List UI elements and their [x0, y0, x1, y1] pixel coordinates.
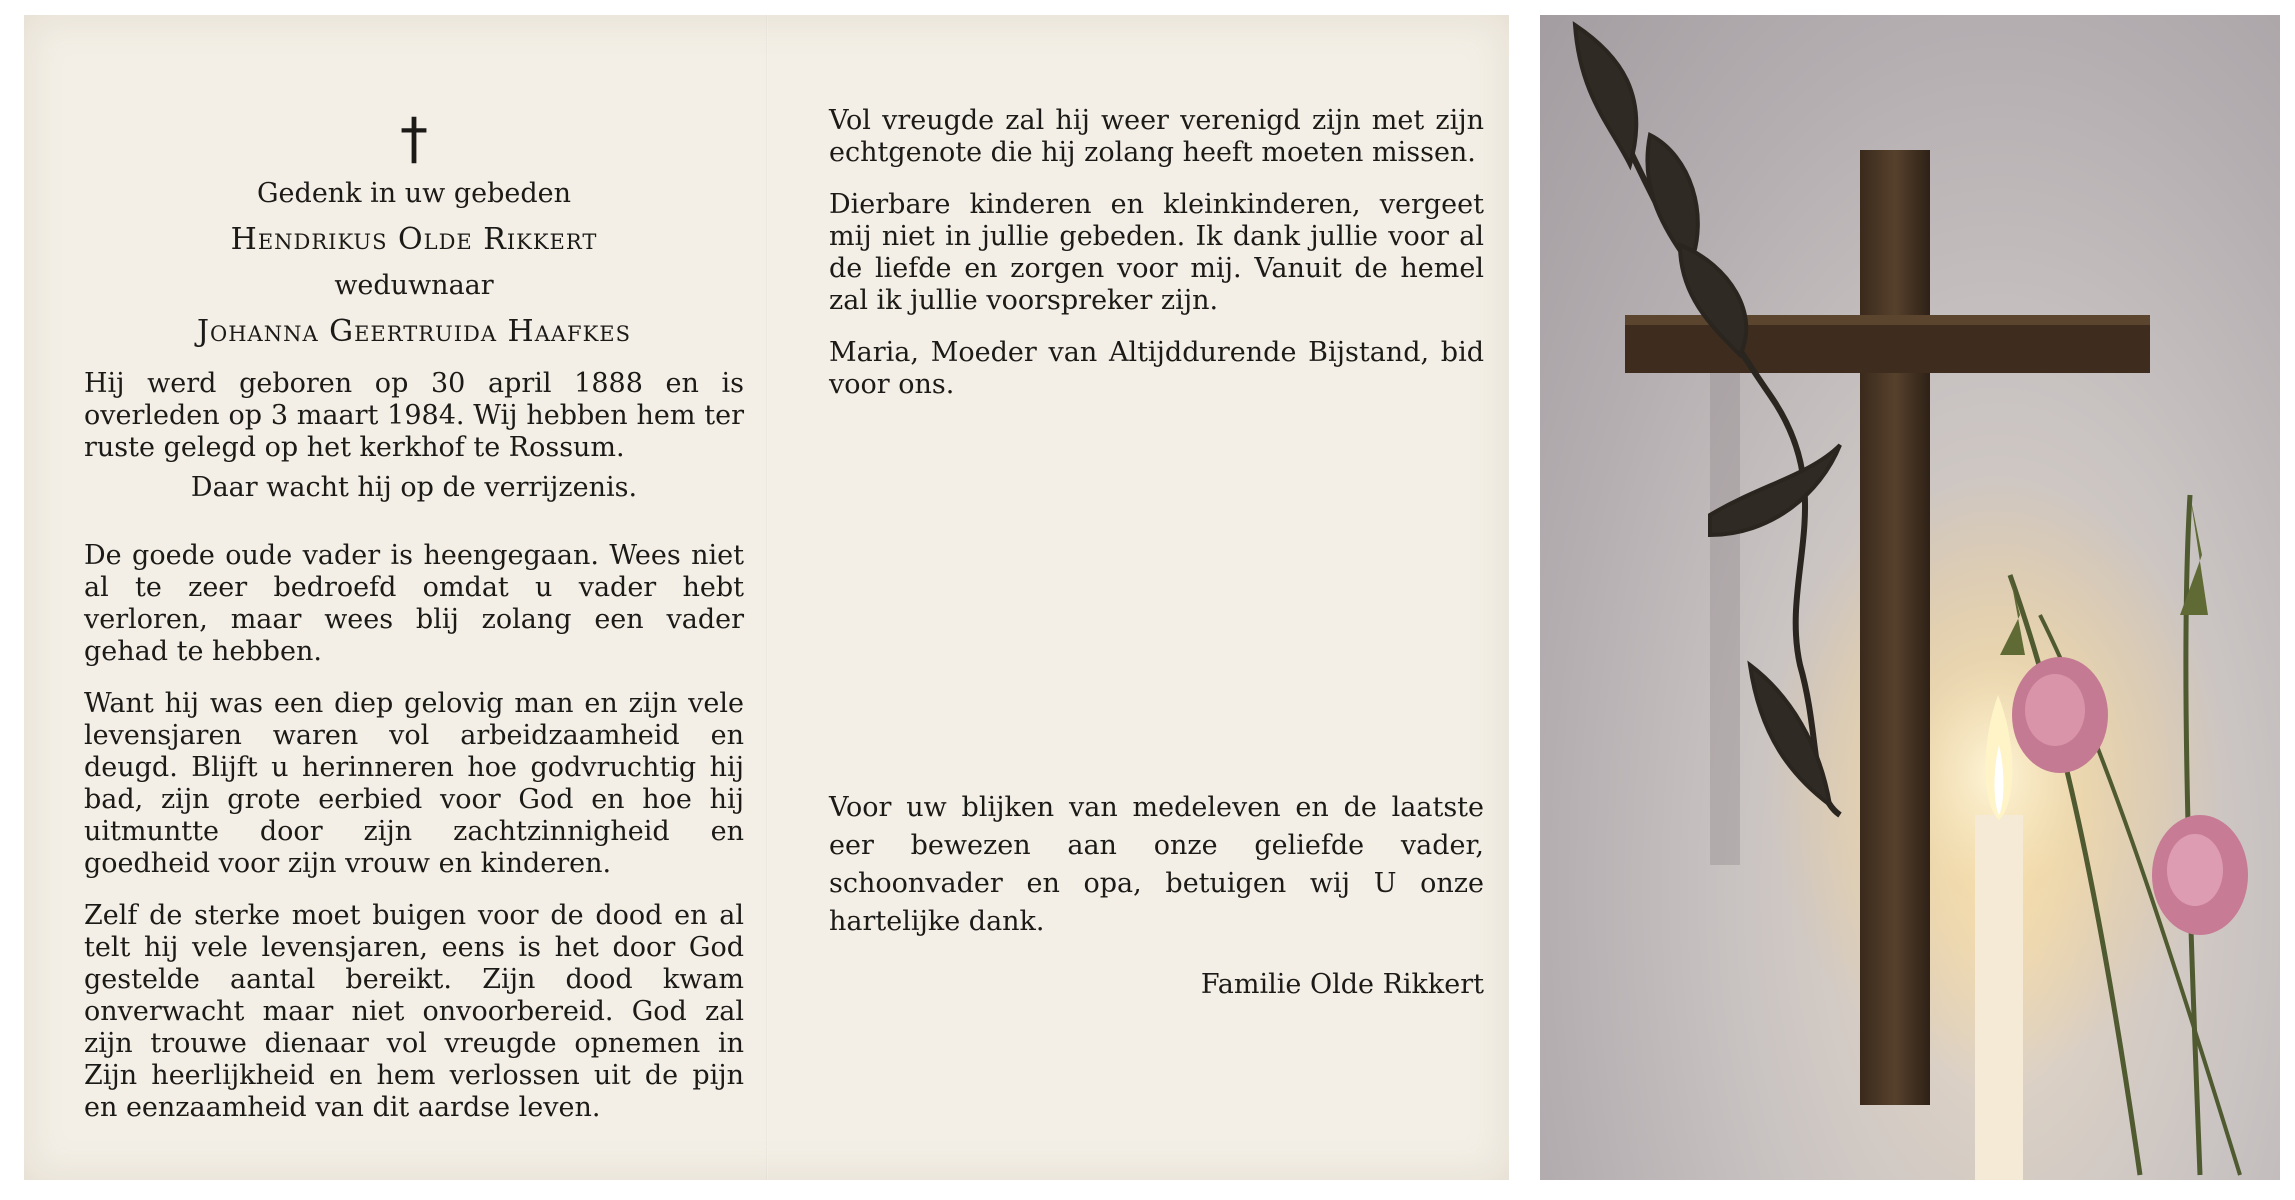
cross-shadow — [1710, 365, 1740, 865]
paragraph: De goede oude vader is heengegaan. Wees niet al te zeer bedroefd omdat u vader hebt verloren, maar wees blij zolang een vader gehad te hebben. — [84, 540, 744, 667]
relation-line: weduwnaar — [334, 270, 494, 301]
deceased-name: Hendrikus Olde Rikkert — [230, 222, 598, 257]
card-fold — [766, 15, 768, 1180]
intro-line: Gedenk in uw gebeden — [256, 178, 571, 209]
signature: Familie Olde Rikkert — [1200, 969, 1484, 1000]
cross-icon: † — [400, 107, 428, 172]
thanks-text: Voor uw blijken van medeleven en de laatste eer bewezen aan onze geliefde vader, schoonvader en opa, betuigen wij U onze hartelijke dank. — [829, 792, 1484, 937]
paragraph: Want hij was een diep gelovig man en zijn vele levensjaren waren vol arbeidzaamheid en deugd. Blijft u herinneren hoe godvruchtig hij bad, zijn grote eerbied voor God en hoe hij uitmuntte door zijn zachtzinnigheid en goedheid voor zijn vrouw en kinderen. — [84, 688, 744, 879]
photo-illustration — [1540, 15, 2280, 1180]
memorial-photo — [1540, 15, 2280, 1180]
resurrection-line: Daar wacht hij op de verrijzenis. — [190, 472, 638, 503]
left-panel — [84, 15, 744, 1180]
right-panel — [829, 15, 1484, 1180]
memorial-card — [24, 15, 1509, 1180]
paragraph: Vol vreugde zal hij weer verenigd zijn met zijn echtgenote die hij zolang heeft moeten missen. — [829, 105, 1484, 168]
paragraph: Zelf de sterke moet buigen voor de dood en al telt hij vele levensjaren, eens is het door God gestelde aantal bereikt. Zijn dood kwam onverwacht maar niet onvoorbereid. God zal zijn trouwe dienaar vol vreugde opnemen in Zijn heerlijkheid en hem verlossen uit de pijn en eenzaamheid van dit aardse leven. — [84, 900, 744, 1123]
prayer-line: Maria, Moeder van Altijddurende Bijstand, bid voor ons. — [829, 337, 1484, 400]
life-dates-text: Hij werd geboren op 30 april 1888 en is overleden op 3 maart 1984. Wij hebben hem ter ruste gelegd op het kerkhof te Rossum. — [84, 368, 744, 463]
spouse-name: Johanna Geertruida Haafkes — [196, 314, 632, 349]
paragraph: Dierbare kinderen en kleinkinderen, vergeet mij niet in jullie gebeden. Ik dank jullie voor al de liefde en zorgen voor mij. Vanuit de hemel zal ik jullie voorspreker zijn. — [829, 189, 1484, 316]
